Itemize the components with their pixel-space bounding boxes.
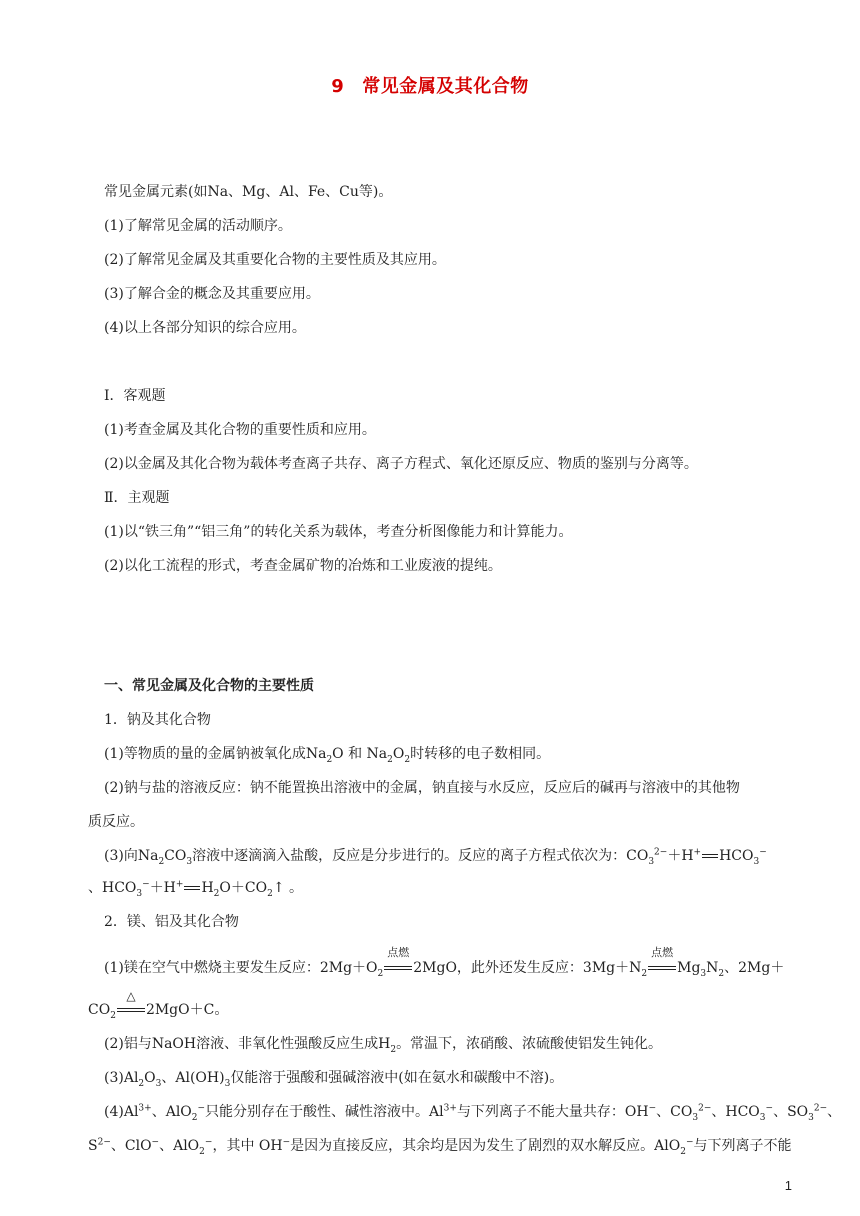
ignite-label: 点燃: [387, 946, 410, 959]
sodium-p2-line2: 质反应。: [88, 814, 144, 830]
objective-item-2: (2)以金属及其化合物为载体考查离子共存、离子方程式、氧化还原反应、物质的鉴别与分离等。: [104, 456, 698, 472]
objective-heading: Ⅰ．客观题: [104, 388, 166, 404]
heat-triangle-icon: △: [126, 989, 136, 1003]
magal-p4-line1: $(4)Al^{3+}$、AlO$_2$−只能分别存在于酸性、碱性溶液中。$Al^{3+}$与下列离子不能大量共存：OH−、$CO_3^{2-}$、$HCO_3^-$、$SO_3^{2-}$、: [104, 1103, 842, 1123]
scope-intro: 常见金属元素(如Na、Mg、Al、Fe、Cu等)。: [104, 184, 393, 200]
page-title: [0, 72, 860, 98]
title-number: 9: [331, 76, 345, 97]
page-number: 1: [784, 1178, 792, 1193]
magal-p3: $(3)Al_2O_3$、$Al(OH)_3$仅能溶于强酸和强碱溶液中(如在氨水和碳酸中不溶)。: [104, 1070, 564, 1089]
sodium-p2-line1: (2)钠与盐的溶液反应：钠不能置换出溶液中的金属，钠直接与水反应，反应后的碱再与溶液中的其他物: [104, 780, 740, 796]
subjective-item-1: (1)以“铁三角”“铝三角”的转化关系为载体，考查分析图像能力和计算能力。: [104, 524, 573, 540]
magal-p1-line1: (1)镁在空气中燃烧主要发生反应：$2Mg+O_2$ 点燃 2MgO，此外还发生反应：$3Mg+N_2$ 点燃 $Mg_3N_2$、2Mg＋: [104, 958, 784, 978]
magal-p1-line2: $CO_2$ △ 2MgO＋C。: [88, 1000, 228, 1020]
sodium-p3-line2: 、$HCO_3^-+H^+$ $H_2O+CO_2↑$ 。: [88, 879, 303, 899]
ignite-label-2: 点燃: [651, 946, 674, 959]
scope-item-3: (3)了解合金的概念及其重要应用。: [104, 286, 320, 302]
subjective-heading: Ⅱ．主观题: [104, 490, 170, 506]
sodium-p1: (1)等物质的量的金属钠被氧化成$Na_2O$ 和 $Na_2O_2$时转移的电子数相同。: [104, 746, 551, 765]
magal-p4-line2: $S^{2-}$、ClO−、AlO$_2$−，其中 OH−是因为直接反应，其余均是因为发生了剧烈的双水解反应。AlO$_2$−与下列离子不能: [88, 1137, 792, 1157]
scope-item-4: (4)以上各部分知识的综合应用。: [104, 320, 306, 336]
section-heading: 一、常见金属及化合物的主要性质: [104, 678, 314, 694]
sodium-p3-line1: (3)向$Na_2CO_3$溶液中逐滴滴入盐酸，反应是分步进行的。反应的离子方程式依次为：$CO_3^{2-}+H^+$ $HCO_3^-$: [104, 847, 767, 867]
subjective-item-2: (2)以化工流程的形式，考查金属矿物的冶炼和工业废液的提纯。: [104, 558, 502, 574]
scope-item-2: (2)了解常见金属及其重要化合物的主要性质及其应用。: [104, 252, 446, 268]
magal-heading: 2．镁、铝及其化合物: [104, 914, 239, 930]
objective-item-1: (1)考查金属及其化合物的重要性质和应用。: [104, 422, 376, 438]
scope-item-1: (1)了解常见金属的活动顺序。: [104, 218, 292, 234]
sodium-heading: 1．钠及其化合物: [104, 712, 211, 728]
title-text: 常见金属及其化合物: [362, 76, 529, 97]
magal-p2: (2)铝与NaOH溶液、非氧化性强酸反应生成$H_2$。常温下，浓硝酸、浓硫酸使铝发生钝化。: [104, 1036, 663, 1055]
